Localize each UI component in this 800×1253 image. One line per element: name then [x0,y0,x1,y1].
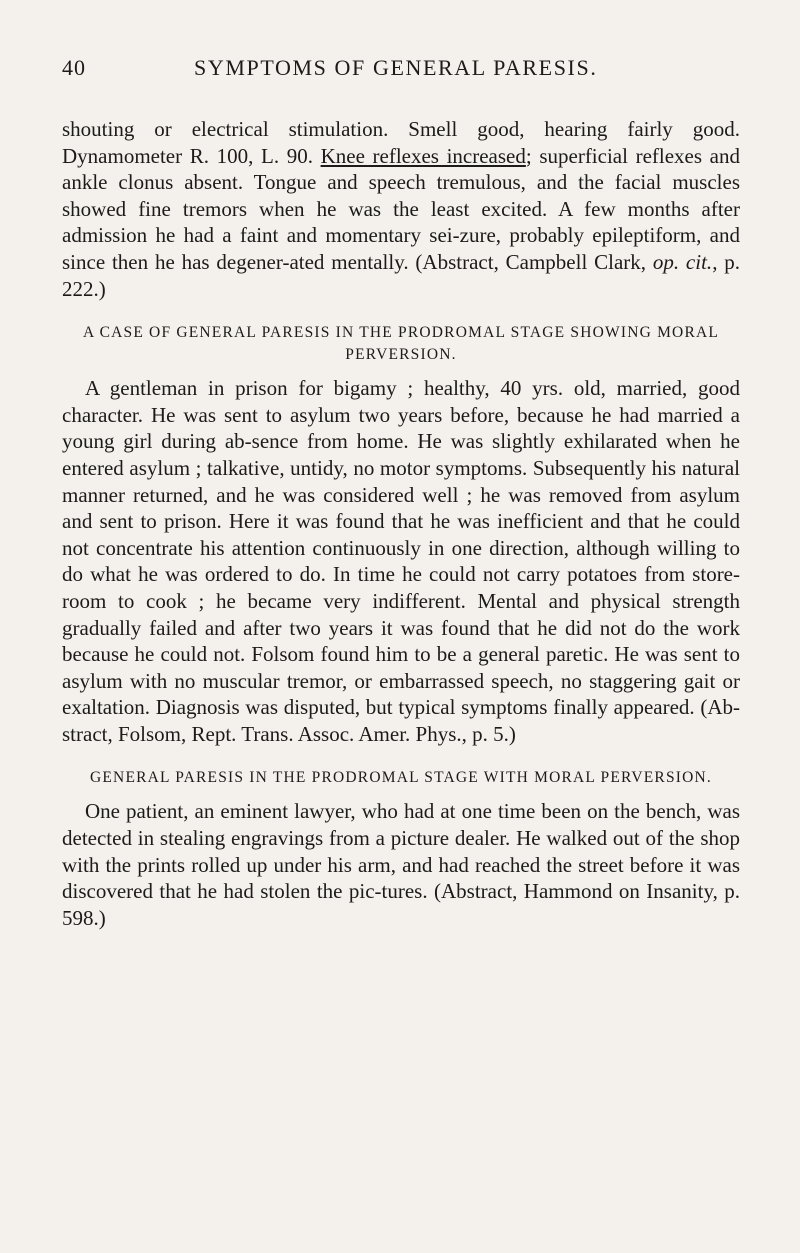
case-paragraph-lawyer: One patient, an eminent lawyer, who had at one time been on the bench, was detected in stealing engravings from a picture dealer. He walked out of the shop with the prints rolled up under his arm, and had reached the street before it was discovered that he had stolen the pic-tures. (Abstract, Hammond on Insanity, p. 598.) [62,799,740,930]
underlined-phrase: Knee reflexes increased [320,143,526,168]
paragraph-continuation [62,116,740,302]
paragraph-text: ; superficial reflexes and ankle clonus absent. Tongue and speech tremulous, and the facial muscles showed fine tremors when he was the least excited. A few months after admission he had a faint and momentary sei-zure, probably epileptiform, and since then he has degener-ated mentally. (Abstract, Campbell Clark, [62,143,740,274]
citation-abbreviation: op. cit. [652,249,713,274]
page-header [62,55,740,95]
case-paragraph-bigamy: A gentleman in prison for bigamy ; healthy, 40 yrs. old, married, good character. He was sent to asylum two years before, because he had married a young girl during ab-sence from home. He was slightly exhilarated when he entered asylum ; talkative, untidy, no motor symptoms. Subsequently his natural manner returned, and he was considered well ; he was removed from asylum and sent to prison. Here it was found that he was inefficient and that he could not concentrate his attention continuously in one direction, although willing to do what he was ordered to do. In time he could not carry potatoes from store-room to cook ; he became very indifferent. Mental and physical strength gradually failed and after two years it was found that he did not do the work because he could not. Folsom found him to be a general paretic. He was sent to asylum with no muscular tremor, or embarrassed speech, no staggering gait or exaltation. Diagnosis was disputed, but typical symptoms finally appeared. (Ab-stract, Folsom, Rept. Trans. Assoc. Amer. Phys., p. 5.) [62,376,740,746]
running-head: SYMPTOMS OF GENERAL PARESIS. [194,55,598,80]
paragraph-text: , p. 222.) [62,249,741,301]
section-heading-lawyer-case: GENERAL PARESIS IN THE PRODROMAL STAGE WITH MORAL PERVERSION. [89,769,712,787]
paragraph-text: shouting or electrical stimulation. Smell good, hearing fairly good. Dynamometer R. 100, L. 90. [62,117,740,168]
book-page [62,55,740,931]
section-heading-bigamy-case: A CASE OF GENERAL PARESIS IN THE PRODROMAL STAGE SHOWING MORAL PERVERSION. [82,324,720,364]
page-number: 40 [62,55,86,80]
